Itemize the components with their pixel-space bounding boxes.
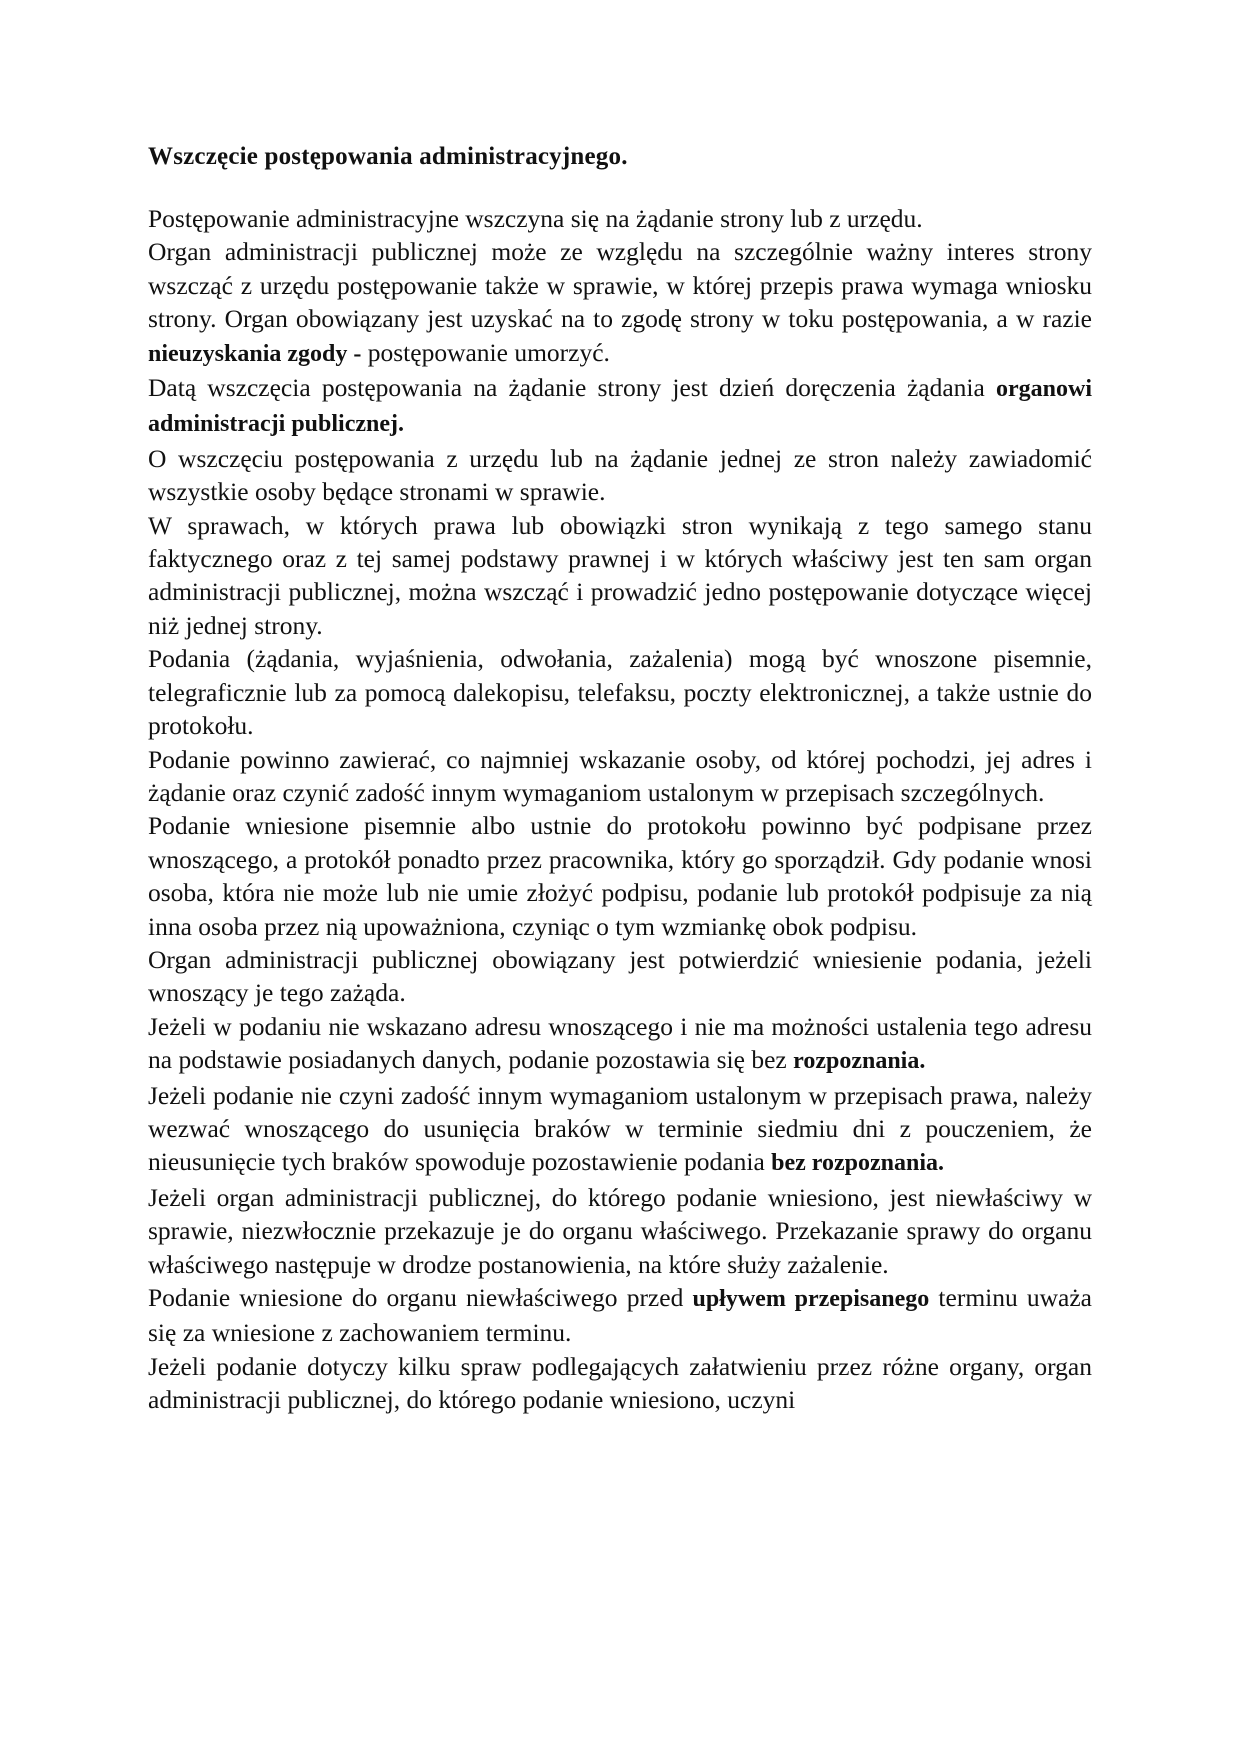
paragraph-text: Podanie wniesione pisemnie albo ustnie do protokołu powinno być podpisane przez wnoszącego, a protokół ponadto przez pracownika, który go sporządził. Gdy podanie wnosi osoba, która nie może lub nie umie złożyć podpisu, podanie lub protokół podpisuje za nią inna osoba przez nią upoważniona, czyniąc o tym wzmiankę obok podpisu. xyxy=(148,811,1092,941)
paragraph-text: O wszczęciu postępowania z urzędu lub na żądanie jednej ze stron należy zawiadomić wszystkie osoby będące stronami w sprawie. xyxy=(148,443,1092,507)
emphasized-text: upływem przepisanego xyxy=(692,1286,930,1312)
paragraph-text: W sprawach, w których prawa lub obowiązki stron wynikają z tego samego stanu faktycznego oraz z tej samej podstawy prawnej i w których właściwy jest ten sam organ administracji publicznej, można wszcząć i prowadzić jedno postępowanie dotyczące więcej niż jednej strony. xyxy=(148,510,1092,640)
emphasized-text: nieuzyskania zgody - xyxy=(148,340,362,367)
paragraph xyxy=(148,642,1092,742)
paragraph-text: Organ administracji publicznej może ze względu na szczególnie ważny interes strony wszcząć z urzędu postępowanie także w sprawie, w której przepis prawa wymaga wniosku strony. Organ obowiązany jest uzyskać na to zgodę strony w toku postępowania, a w razie xyxy=(148,237,1092,334)
paragraph xyxy=(148,1079,1092,1181)
paragraph xyxy=(148,1181,1092,1281)
paragraph-text: Postępowanie administracyjne wszczyna się na żądanie strony lub z urzędu. xyxy=(148,204,923,233)
paragraph-text: Jeżeli w podaniu nie wskazano adresu wnoszącego i nie ma możności ustalenia tego adresu na podstawie posiadanych danych, podanie pozostawia się bez xyxy=(148,1011,1092,1075)
paragraph-text: Jeżeli podanie dotyczy kilku spraw podlegających załatwieniu przez różne organy, organ administracji publicznej, do którego podanie wniesiono, uczyni xyxy=(148,1351,1092,1415)
paragraph xyxy=(148,1350,1092,1417)
paragraph-text: postępowanie umorzyć. xyxy=(361,337,610,367)
paragraph-text: Jeżeli podanie nie czyni zadość innym wymaganiom ustalonym w przepisach prawa, należy wezwać wnoszącego do usunięcia braków w terminie siedmiu dni z pouczeniem, że nieusunięcie tych braków spowoduje pozostawienie podania xyxy=(148,1080,1092,1177)
paragraph xyxy=(148,509,1092,643)
paragraph xyxy=(148,1010,1092,1079)
paragraph-text: Jeżeli organ administracji publicznej, do którego podanie wniesiono, jest niewłaściwy w sprawie, niezwłocznie przekazuje je do organu właściwego. Przekazanie sprawy do organu właściwego następuje w drodze postanowienia, na które służy zażalenie. xyxy=(148,1182,1092,1279)
paragraph xyxy=(148,743,1092,810)
paragraph xyxy=(148,235,1092,371)
emphasized-text: rozpoznania. xyxy=(793,1048,926,1075)
paragraph-text: terminu uważa się za wniesione z zachowaniem terminu. xyxy=(148,1283,1093,1348)
paragraph-text: Organ administracji publicznej obowiązany jest potwierdzić wniesienie podania, jeżeli wnoszący je tego zażąda. xyxy=(148,944,1092,1008)
document-body xyxy=(148,140,1092,1417)
paragraph xyxy=(148,809,1092,943)
document-title: Wszczęcie postępowania administracyjnego. xyxy=(148,143,628,170)
paragraph-list xyxy=(148,202,1092,1417)
paragraph xyxy=(148,1281,1092,1350)
paragraph-text: Datą wszczęcia postępowania na żądanie strony jest dzień doręczenia żądania xyxy=(148,373,996,403)
paragraph xyxy=(148,943,1092,1010)
paragraph xyxy=(148,442,1092,509)
emphasized-text: bez rozpoznania. xyxy=(771,1150,945,1177)
paragraph xyxy=(148,202,1092,235)
paragraph-text: Podanie powinno zawierać, co najmniej wskazanie osoby, od której pochodzi, jej adres i żądanie oraz czynić zadość innym wymaganiom ustalonym w przepisach szczególnych. xyxy=(148,744,1092,807)
paragraph-text: Podanie wniesione do organu niewłaściwego przed xyxy=(148,1283,693,1312)
paragraph xyxy=(148,371,1092,442)
paragraph-text: Podania (żądania, wyjaśnienia, odwołania, zażalenia) mogą być wnoszone pisemnie, telegraficznie lub za pomocą dalekopisu, telefaksu, poczty elektronicznej, a także ustnie do protokołu. xyxy=(148,644,1092,741)
emphasized-text: organowi administracji publicznej. xyxy=(148,376,1092,438)
